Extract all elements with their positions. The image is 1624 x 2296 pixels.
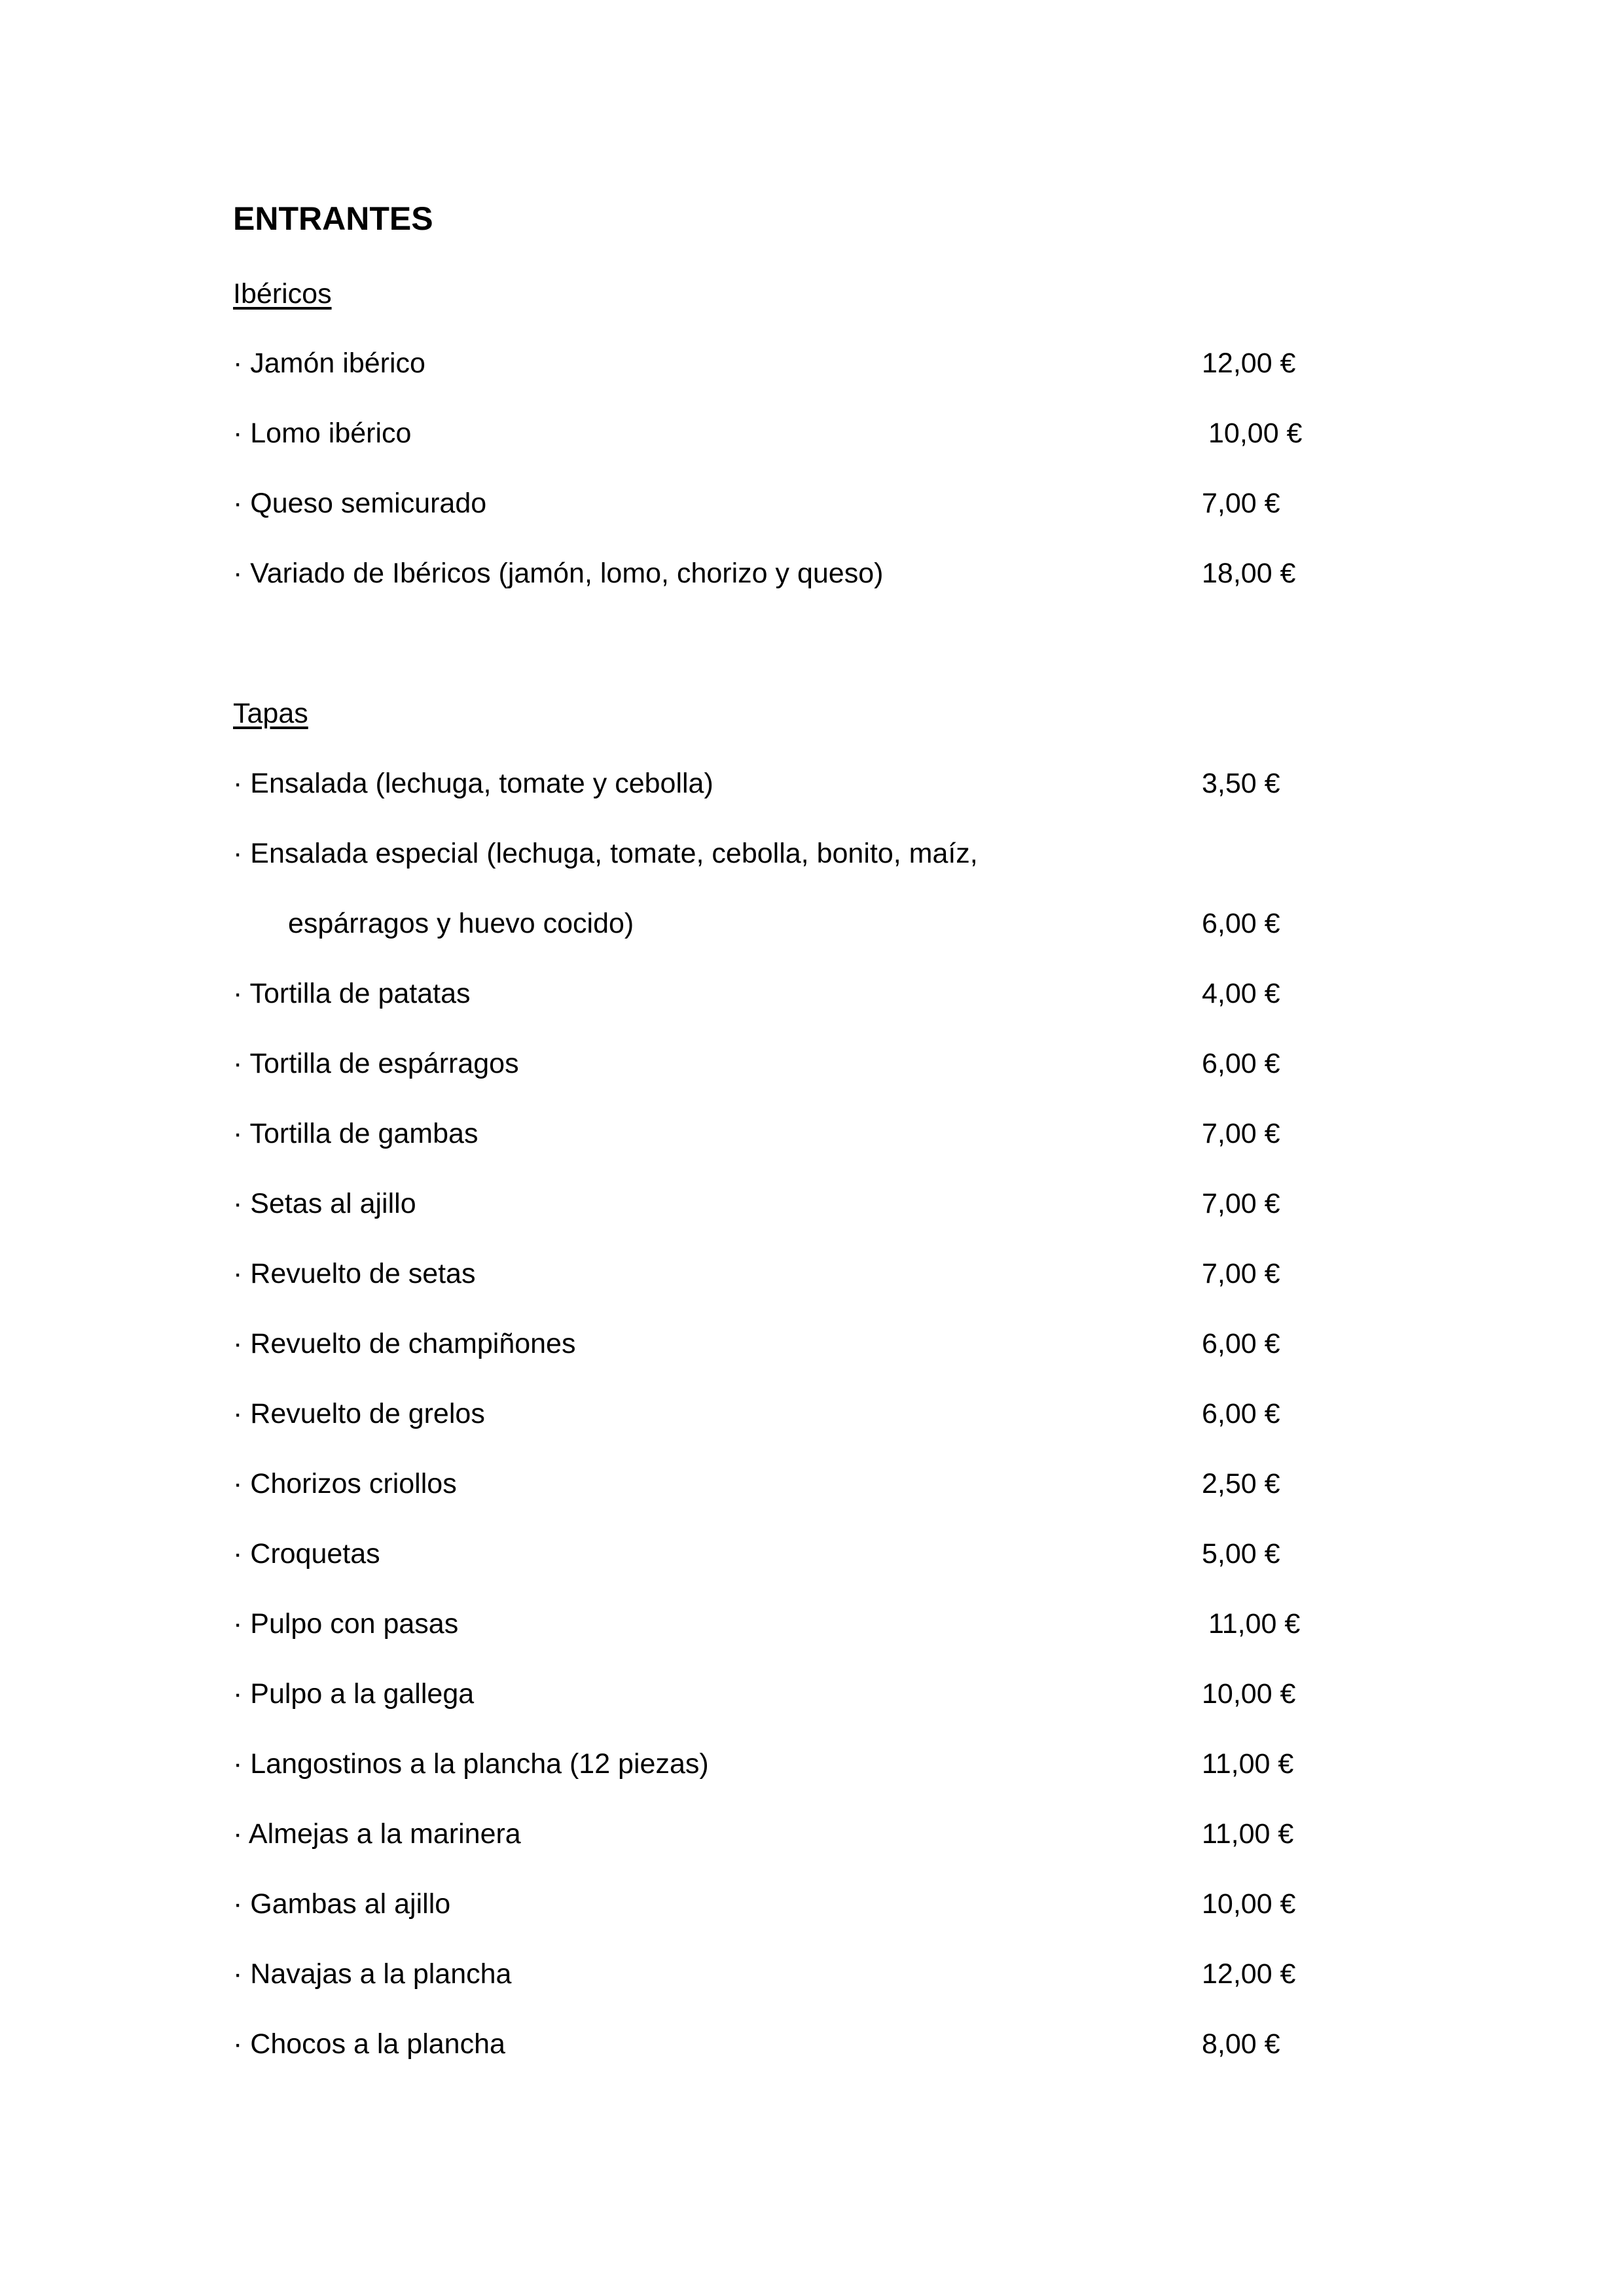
menu-item	[233, 1464, 1346, 1503]
menu-item	[233, 974, 1346, 1013]
menu-item-name: · Navajas a la plancha	[233, 1958, 512, 1990]
menu-item	[233, 414, 1346, 453]
menu-item	[233, 904, 1346, 943]
menu-item-name: · Revuelto de champiñones	[233, 1328, 576, 1359]
menu-item	[233, 344, 1346, 383]
menu-item	[233, 2024, 1346, 2064]
menu-item	[233, 1044, 1346, 1083]
menu-item-price: 10,00 €	[1202, 1678, 1296, 1710]
menu-item-price: 5,00 €	[1202, 1538, 1280, 1570]
menu-item-name: · Setas al ajillo	[233, 1188, 416, 1219]
menu-item-price: 4,00 €	[1202, 978, 1280, 1009]
menu-item	[233, 1254, 1346, 1293]
menu-item-name: · Gambas al ajillo	[233, 1888, 451, 1920]
menu-item-price: 7,00 €	[1202, 1188, 1280, 1219]
menu-item-name: · Lomo ibérico	[233, 418, 412, 449]
menu-item-name: · Croquetas	[233, 1538, 380, 1570]
menu-item-price: 11,00 €	[1202, 1818, 1294, 1850]
menu-item	[233, 1884, 1346, 1924]
menu-item-price: 10,00 €	[1208, 418, 1303, 449]
menu-item	[233, 1744, 1346, 1784]
menu-item-price: 6,00 €	[1202, 1398, 1280, 1429]
menu-item-price: 18,00 €	[1202, 558, 1296, 589]
menu-item-price: 11,00 €	[1208, 1608, 1301, 1640]
menu-item-name: · Tortilla de patatas	[233, 978, 471, 1009]
menu-item-price: 8,00 €	[1202, 2028, 1280, 2060]
menu-item	[233, 484, 1346, 523]
menu-item	[233, 1394, 1346, 1433]
menu-item	[233, 764, 1346, 803]
page-title: ENTRANTES	[233, 200, 433, 237]
menu-item-price: 2,50 €	[1202, 1468, 1280, 1499]
menu-item-name: · Revuelto de grelos	[233, 1398, 485, 1429]
menu-item-price: 6,00 €	[1202, 908, 1280, 939]
menu-item-name: · Revuelto de setas	[233, 1258, 476, 1289]
menu-item-name: · Queso semicurado	[233, 488, 487, 519]
menu-item	[233, 1114, 1346, 1153]
menu-item	[233, 1324, 1346, 1363]
menu-item-price: 7,00 €	[1202, 1258, 1280, 1289]
menu-item-name: · Pulpo con pasas	[233, 1608, 459, 1640]
menu-item-price: 3,50 €	[1202, 768, 1280, 799]
menu-item-price: 11,00 €	[1202, 1748, 1294, 1780]
menu-item-name: · Tortilla de espárragos	[233, 1048, 519, 1079]
menu-item-price: 12,00 €	[1202, 1958, 1296, 1990]
menu-item-price: 12,00 €	[1202, 348, 1296, 379]
menu-item	[233, 1184, 1346, 1223]
menu-item	[233, 1954, 1346, 1994]
menu-item-name: · Ensalada especial (lechuga, tomate, cebolla, bonito, maíz,	[233, 838, 978, 869]
menu-item-name-continued: espárragos y huevo cocido)	[288, 908, 634, 939]
menu-item-name: · Variado de Ibéricos (jamón, lomo, chorizo y queso)	[233, 558, 884, 589]
menu-item-name: · Jamón ibérico	[233, 348, 425, 379]
menu-item-name: · Almejas a la marinera	[233, 1818, 521, 1850]
menu-item-name: · Langostinos a la plancha (12 piezas)	[233, 1748, 709, 1780]
menu-item-price: 7,00 €	[1202, 1118, 1280, 1149]
section-heading-tapas: Tapas	[233, 698, 308, 729]
menu-item	[233, 1534, 1346, 1573]
menu-item-name: · Pulpo a la gallega	[233, 1678, 475, 1710]
menu-item	[233, 1814, 1346, 1854]
menu-item-price: 6,00 €	[1202, 1048, 1280, 1079]
menu-item-name: · Chocos a la plancha	[233, 2028, 505, 2060]
menu-item	[233, 1604, 1346, 1643]
menu-item	[233, 554, 1346, 593]
menu-item-name: · Chorizos criollos	[233, 1468, 457, 1499]
menu-item-name: · Tortilla de gambas	[233, 1118, 478, 1149]
menu-item	[233, 1674, 1346, 1713]
menu-item-price: 6,00 €	[1202, 1328, 1280, 1359]
menu-item-name: · Ensalada (lechuga, tomate y cebolla)	[233, 768, 713, 799]
menu-item-price: 7,00 €	[1202, 488, 1280, 519]
section-heading-ibericos: Ibéricos	[233, 278, 332, 310]
menu-item	[233, 834, 1346, 873]
menu-item-price: 10,00 €	[1202, 1888, 1296, 1920]
